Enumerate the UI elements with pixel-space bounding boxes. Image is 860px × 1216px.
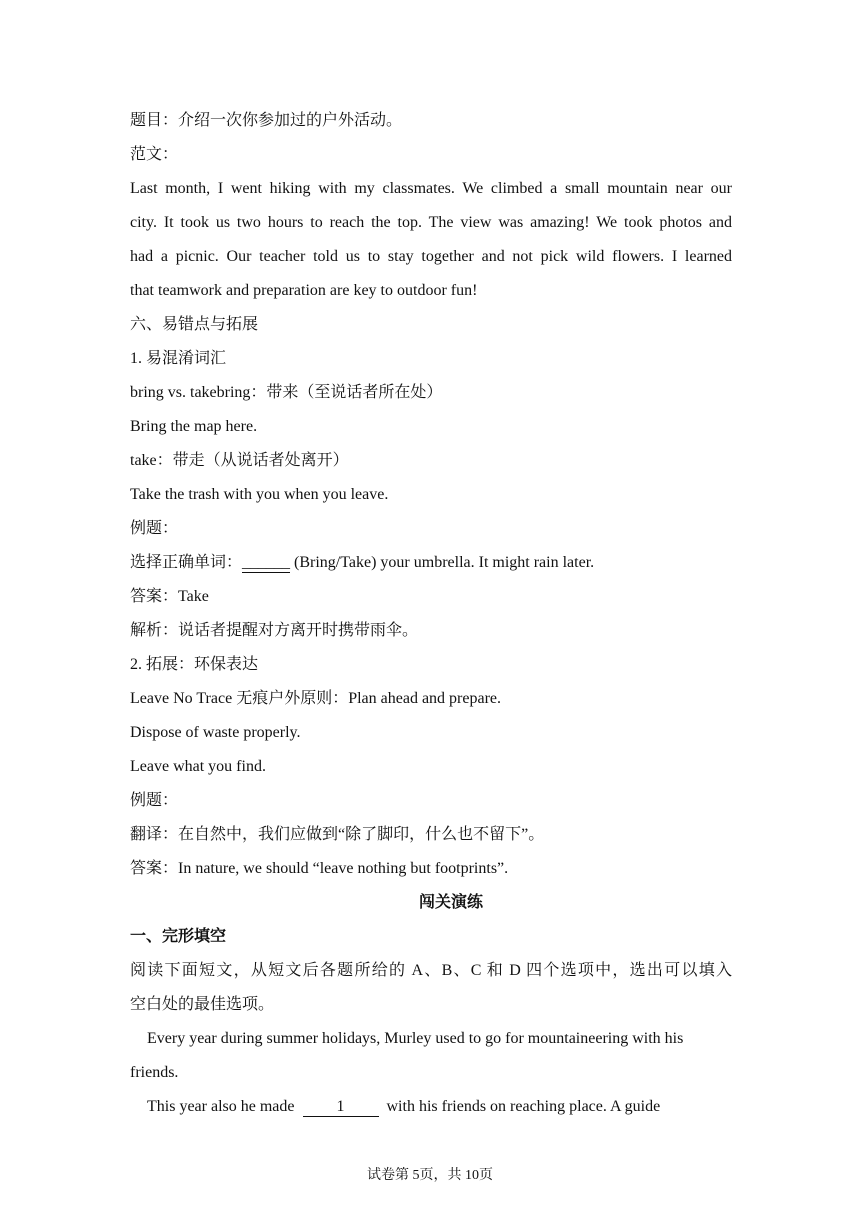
passage-line-3-suffix: with his friends on reaching place. A guide [386,1098,661,1115]
passage-line-3 [130,1090,732,1124]
passage-line-3-prefix: This year also he made [147,1098,295,1115]
passage-line-2: friends. [130,1064,179,1081]
example-label-2: 例题： [130,792,179,809]
choose-prefix: 选择正确单词： [130,554,243,571]
practice-title: 闯关演练 [418,894,483,911]
analysis-1: 解析：说话者提醒对方离开时携带雨伞。 [130,622,419,639]
choose-suffix: (Bring/Take) your umbrella. It might rain later. [290,554,595,571]
part-1-title: 一、完形填空 [130,928,227,945]
leave-what-you-find-line: Leave what you find. [130,758,266,775]
page-footer: 试卷第 5页，共 10页 [367,1168,493,1183]
choose-question [130,546,732,580]
translate-question: 翻译：在自然中，我们应做到“除了脚印，什么也不留下”。 [130,826,545,843]
example-label-1: 例题： [130,520,179,537]
take-definition: take：带走（从说话者处离开） [130,452,349,469]
document-body [130,104,732,1124]
bring-take-definition: bring vs. takebring：带来（至说话者所在处） [130,384,443,401]
sample-label: 范文： [130,146,179,163]
choose-blank: ______ [242,554,291,571]
answer-2: 答案：In nature, we should “leave nothing but footprints”. [130,860,509,877]
subsection-2-title: 2. 拓展：环保表达 [130,656,259,673]
answer-1: 答案：Take [130,588,209,605]
section-6-title: 六、易错点与拓展 [130,316,259,333]
bring-example: Bring the map here. [130,418,258,435]
leave-no-trace-line: Leave No Trace 无痕户外原则：Plan ahead and prepare. [130,690,502,707]
instruction-line-1: 阅读下面短文，从短文后各题所给的 A、B、C 和 D 四个选项中，选出可以填入 [130,962,732,979]
take-example: Take the trash with you when you leave. [130,486,389,503]
subsection-1-title: 1. 易混淆词汇 [130,350,227,367]
sample-line-3: had a picnic. Our teacher told us to stay together and not pick wild flowers. I learned [130,248,732,265]
cloze-blank-1: 1 [303,1098,379,1117]
sample-line-1: Last month, I went hiking with my classmates. We climbed a small mountain near our [130,180,732,197]
sample-line-2: city. It took us two hours to reach the top. The view was amazing! We took photos and [130,214,732,231]
passage-line-1: Every year during summer holidays, Murley used to go for mountaineering with his [147,1030,684,1047]
topic-line: 题目：介绍一次你参加过的户外活动。 [130,112,403,129]
dispose-waste-line: Dispose of waste properly. [130,724,301,741]
instruction-line-2: 空白处的最佳选项。 [130,996,275,1013]
sample-line-4: that teamwork and preparation are key to outdoor fun! [130,282,478,299]
